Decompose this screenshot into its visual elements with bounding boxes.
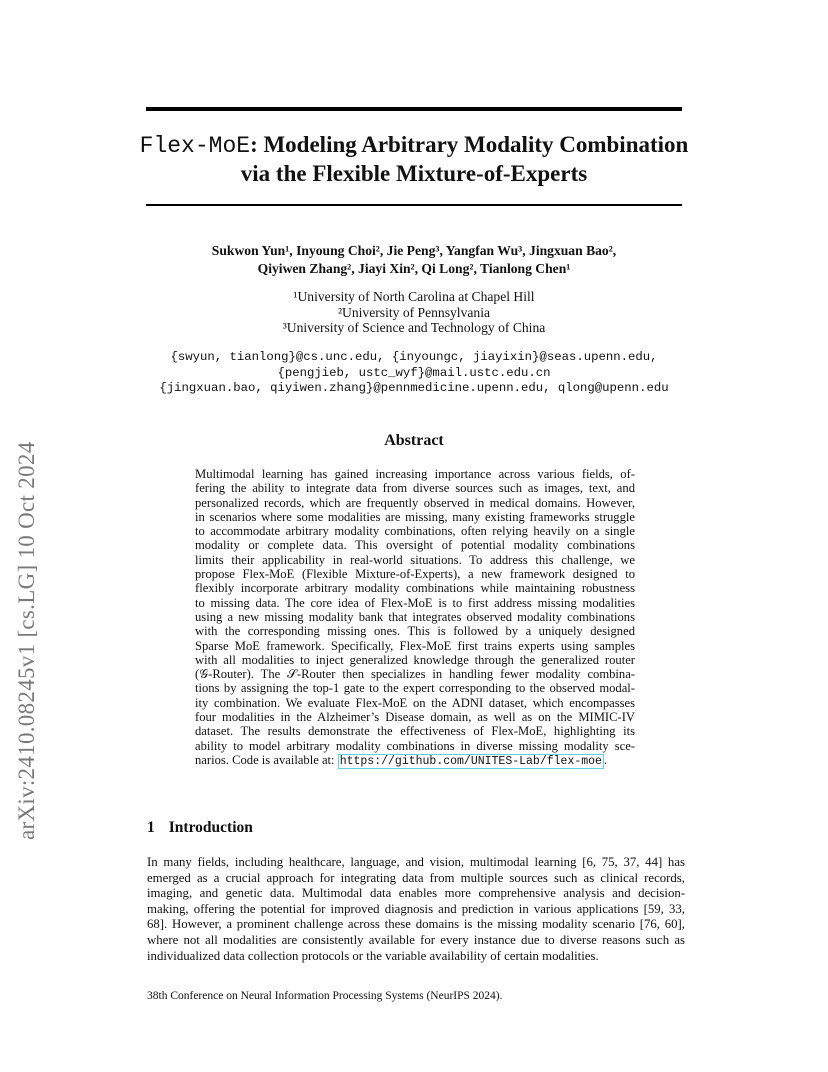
title-mono-part: Flex-MoE — [139, 133, 251, 159]
abstract-line: ability to model arbitrary modality combinations in diverse missing modality sce- — [195, 738, 635, 753]
intro-line: 68]. However, a prominent challenge across these domains is the missing modality scenario [76, 60], — [147, 917, 685, 932]
abstract-line: flexibly incorporate arbitrary modality combinations while maintaining robustness — [195, 581, 635, 596]
abstract-line: ity combination. We evaluate Flex-MoE on the ADNI dataset, which encompasses — [195, 695, 635, 710]
abstract-last-period: . — [603, 752, 608, 767]
abstract-last-text: narios. Code is available at: — [195, 752, 338, 767]
intro-line: imaging, and genetic data. Multimodal data enables more comprehensive analysis and decision- — [147, 886, 685, 901]
authors-line1: Sukwon Yun¹, Inyoung Choi², Jie Peng³, Yangfan Wu³, Jingxuan Bao², — [211, 243, 617, 258]
affiliations — [120, 289, 708, 336]
section-number: 1 — [147, 819, 155, 836]
title-line1: : Modeling Arbitrary Modality Combination — [250, 132, 689, 157]
email-line-2: {pengjieb, ustc_wyf}@mail.ustc.edu.cn — [277, 365, 551, 380]
abstract-body — [195, 467, 635, 769]
abstract-line: using a new missing modality bank that integrates observed modality combinations — [195, 609, 635, 624]
title-bottom-rule — [146, 204, 682, 206]
abstract-line: personalized records, which are frequently observed in medical domains. However, — [195, 495, 635, 510]
abstract-line: modality or complete data. This oversight of potential modality combinations — [195, 538, 635, 553]
section-title: Introduction — [168, 819, 253, 836]
introduction-body — [147, 855, 685, 964]
email-list — [120, 350, 708, 397]
abstract-line: in scenarios where some modalities are missing, many existing frameworks struggle — [195, 509, 635, 524]
conference-footnote: 38th Conference on Neural Information Processing Systems (NeurIPS 2024). — [147, 990, 503, 1002]
intro-line: individualized data collection protocols or the variable availability of certain modalities. — [147, 948, 599, 963]
abstract-line: with the corresponding missing ones. This is followed by a uniquely designed — [195, 624, 635, 639]
title-line2: via the Flexible Mixture-of-Experts — [240, 161, 588, 186]
abstract-line: fering the ability to integrate data from diverse sources such as images, text, and — [195, 481, 635, 496]
code-link[interactable]: https://github.com/UNITES-Lab/flex-moe — [339, 754, 602, 768]
abstract-line: Multimodal learning has gained increasing importance across various fields, of- — [195, 467, 635, 481]
intro-line: where not all modalities are consistently available for every instance due to diverse reasons such as — [147, 932, 685, 947]
abstract-line: (𝒢-Router). The 𝒮-Router then specializes in handling fewer modality combina- — [195, 667, 635, 682]
intro-line: emerged as a crucial approach for integrating data from multiple sources such as clinical records, — [147, 870, 685, 885]
abstract-line: four modalities in the Alzheimer’s Disease domain, as well as on the MIMIC-IV — [195, 710, 635, 725]
abstract-line: limits their applicability in real-world situations. To address this challenge, we — [195, 552, 635, 567]
arxiv-sidebar-stamp: arXiv:2410.08245v1 [cs.LG] 10 Oct 2024 — [14, 441, 39, 840]
abstract-line: to accommodate arbitrary modality combinations, often relying heavily on a single — [195, 524, 635, 539]
author-list — [120, 242, 708, 277]
affiliation-2: ²University of Pennsylvania — [337, 304, 491, 320]
email-line-1: {swyun, tianlong}@cs.unc.edu, {inyoungc, jiayixin}@seas.upenn.edu, — [170, 350, 658, 364]
abstract-line: tions by assigning the top-1 gate to the expert corresponding to the observed modal- — [195, 681, 635, 696]
abstract-line: dataset. The results demonstrate the effectiveness of Flex-MoE, highlighting its — [195, 724, 635, 739]
abstract-heading: Abstract — [384, 432, 444, 449]
affiliation-3: ³University of Science and Technology of China — [282, 320, 546, 335]
section-heading-introduction — [147, 819, 253, 837]
paper-title — [120, 131, 708, 188]
abstract-line: propose Flex-MoE (Flexible Mixture-of-Experts), a new framework designed to — [195, 567, 635, 582]
abstract-line: to missing data. The core idea of Flex-MoE is to first address missing modalities — [195, 595, 635, 610]
abstract-line: with all modalities to inject generalized knowledge through the generalized router — [195, 652, 635, 667]
intro-line: making, offering the potential for improved diagnosis and prediction in various applications [59, 33, — [147, 901, 685, 916]
top-rule — [146, 107, 682, 111]
email-line-3: {jingxuan.bao, qiyiwen.zhang}@pennmedicine.upenn.edu, qlong@upenn.edu — [159, 381, 669, 395]
intro-line: In many fields, including healthcare, language, and vision, multimodal learning [6, 75, 37, 44] has — [147, 855, 685, 869]
authors-line2: Qiyiwen Zhang², Jiayi Xin², Qi Long², Tianlong Chen¹ — [257, 260, 571, 276]
abstract-line: Sparse MoE framework. Specifically, Flex-MoE first trains experts using samples — [195, 638, 635, 653]
abstract-last-line — [195, 753, 635, 769]
affiliation-1: ¹University of North Carolina at Chapel Hill — [293, 289, 535, 304]
